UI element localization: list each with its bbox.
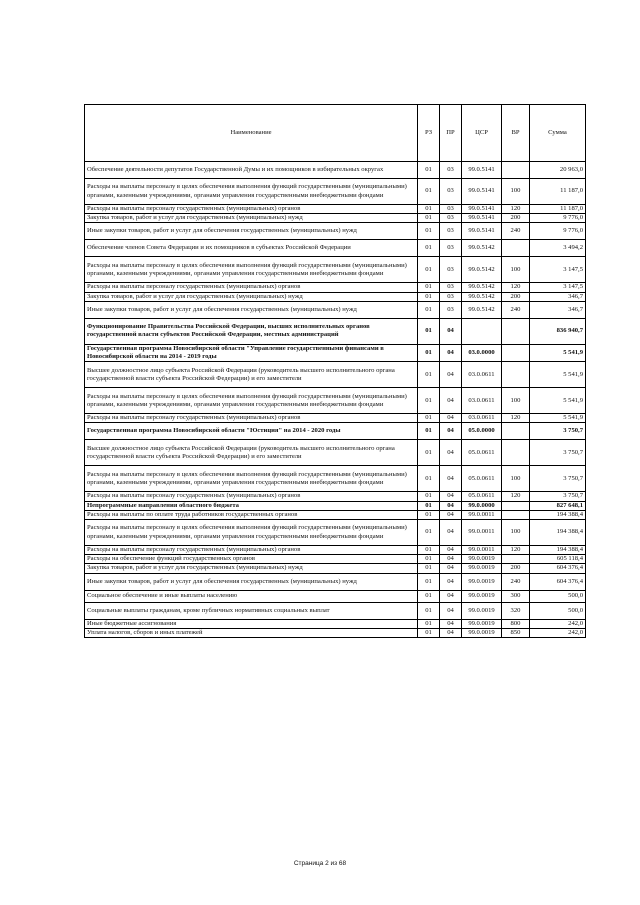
row-csr-cell: 05.0.0611 bbox=[462, 440, 502, 466]
row-sum-cell: 3 750,7 bbox=[530, 440, 586, 466]
row-name-cell: Обеспечение членов Совета Федерации и их помощников в субъектах Российской Федерации bbox=[85, 240, 418, 257]
row-vr-cell: 100 bbox=[502, 466, 530, 492]
table-row bbox=[85, 240, 586, 257]
row-pr-cell: 04 bbox=[440, 388, 462, 414]
column-header-name: Наименование bbox=[85, 105, 418, 162]
row-name-cell: Высшее должностное лицо субъекта Российской Федерации (руководитель высшего исполнительного органа государственной власти субъекта Российской Федерации) и его заместители bbox=[85, 362, 418, 388]
table-row bbox=[85, 214, 586, 223]
row-vr-cell: 300 bbox=[502, 590, 530, 602]
row-name-cell: Непрограммные направления областного бюджета bbox=[85, 501, 418, 510]
column-header-vr: ВР bbox=[502, 105, 530, 162]
row-name-cell: Социальное обеспечение и иные выплаты населению bbox=[85, 590, 418, 602]
row-csr-cell: 99.0.0019 bbox=[462, 602, 502, 619]
row-vr-cell: 800 bbox=[502, 619, 530, 628]
row-name-cell: Иные закупки товаров, работ и услуг для обеспечения государственных (муниципальных) нужд bbox=[85, 573, 418, 590]
row-sum-cell: 242,0 bbox=[530, 628, 586, 637]
row-vr-cell bbox=[502, 440, 530, 466]
row-rz-cell: 01 bbox=[418, 423, 440, 440]
row-sum-cell: 500,0 bbox=[530, 590, 586, 602]
row-vr-cell: 240 bbox=[502, 573, 530, 590]
row-sum-cell: 194 388,4 bbox=[530, 510, 586, 519]
row-vr-cell bbox=[502, 318, 530, 344]
row-name-cell: Иные закупки товаров, работ и услуг для обеспечения государственных (муниципальных) нужд bbox=[85, 223, 418, 240]
row-csr-cell: 99.0.0019 bbox=[462, 619, 502, 628]
table-row bbox=[85, 501, 586, 510]
table-row bbox=[85, 362, 586, 388]
row-rz-cell: 01 bbox=[418, 292, 440, 301]
row-sum-cell: 5 541,9 bbox=[530, 362, 586, 388]
row-sum-cell: 3 147,5 bbox=[530, 283, 586, 292]
row-sum-cell: 3 147,5 bbox=[530, 257, 586, 283]
row-rz-cell: 01 bbox=[418, 590, 440, 602]
row-rz-cell: 01 bbox=[418, 240, 440, 257]
row-sum-cell: 20 963,0 bbox=[530, 162, 586, 179]
column-header-pr: ПР bbox=[440, 105, 462, 162]
row-name-cell: Расходы на обеспечение функций государственных органов bbox=[85, 555, 418, 564]
row-vr-cell: 320 bbox=[502, 602, 530, 619]
row-rz-cell: 01 bbox=[418, 283, 440, 292]
row-rz-cell: 01 bbox=[418, 619, 440, 628]
row-sum-cell: 346,7 bbox=[530, 292, 586, 301]
row-rz-cell: 01 bbox=[418, 318, 440, 344]
table-row bbox=[85, 466, 586, 492]
row-csr-cell: 99.0.0011 bbox=[462, 520, 502, 546]
row-vr-cell: 120 bbox=[502, 283, 530, 292]
row-name-cell: Расходы на выплаты персоналу государственных (муниципальных) органов bbox=[85, 546, 418, 555]
row-pr-cell: 03 bbox=[440, 283, 462, 292]
row-name-cell: Обеспечение деятельности депутатов Государственной Думы и их помощников в избирательных округах bbox=[85, 162, 418, 179]
row-rz-cell: 01 bbox=[418, 214, 440, 223]
row-name-cell: Иные бюджетные ассигнования bbox=[85, 619, 418, 628]
row-rz-cell: 01 bbox=[418, 223, 440, 240]
row-csr-cell: 03.0.0611 bbox=[462, 362, 502, 388]
row-pr-cell: 04 bbox=[440, 501, 462, 510]
row-pr-cell: 04 bbox=[440, 423, 462, 440]
table-row bbox=[85, 492, 586, 501]
row-pr-cell: 03 bbox=[440, 223, 462, 240]
table-row bbox=[85, 344, 586, 361]
row-csr-cell: 99.0.5142 bbox=[462, 240, 502, 257]
row-sum-cell: 9 776,0 bbox=[530, 223, 586, 240]
row-name-cell: Расходы на выплаты персоналу в целях обеспечения выполнения функций государственными (муниципальными) органами, казенными учреждениями, органами управления государственными внебюджетными фондами bbox=[85, 257, 418, 283]
row-sum-cell: 3 750,7 bbox=[530, 466, 586, 492]
row-sum-cell: 346,7 bbox=[530, 301, 586, 318]
row-vr-cell bbox=[502, 555, 530, 564]
table-row bbox=[85, 257, 586, 283]
row-pr-cell: 03 bbox=[440, 292, 462, 301]
row-vr-cell bbox=[502, 423, 530, 440]
table-row bbox=[85, 555, 586, 564]
budget-table bbox=[84, 104, 586, 638]
table-row bbox=[85, 162, 586, 179]
row-pr-cell: 04 bbox=[440, 564, 462, 573]
row-csr-cell: 99.0.0019 bbox=[462, 555, 502, 564]
row-vr-cell: 100 bbox=[502, 388, 530, 414]
row-rz-cell: 01 bbox=[418, 205, 440, 214]
row-name-cell: Закупка товаров, работ и услуг для государственных (муниципальных) нужд bbox=[85, 292, 418, 301]
row-vr-cell bbox=[502, 344, 530, 361]
row-sum-cell: 827 648,1 bbox=[530, 501, 586, 510]
row-name-cell: Расходы на выплаты персоналу государственных (муниципальных) органов bbox=[85, 414, 418, 423]
row-vr-cell: 240 bbox=[502, 301, 530, 318]
row-rz-cell: 01 bbox=[418, 564, 440, 573]
row-name-cell: Иные закупки товаров, работ и услуг для обеспечения государственных (муниципальных) нужд bbox=[85, 301, 418, 318]
row-pr-cell: 04 bbox=[440, 628, 462, 637]
row-rz-cell: 01 bbox=[418, 492, 440, 501]
row-name-cell: Расходы на выплаты по оплате труда работников государственных органов bbox=[85, 510, 418, 519]
row-sum-cell: 11 187,0 bbox=[530, 179, 586, 205]
row-name-cell: Расходы на выплаты персоналу в целях обеспечения выполнения функций государственными (муниципальными) органами, казенными учреждениями, органами управления государственными внебюджетными фондами bbox=[85, 520, 418, 546]
row-vr-cell bbox=[502, 501, 530, 510]
row-sum-cell: 11 187,0 bbox=[530, 205, 586, 214]
row-csr-cell: 99.0.5142 bbox=[462, 292, 502, 301]
row-csr-cell: 99.0.5142 bbox=[462, 283, 502, 292]
row-vr-cell bbox=[502, 510, 530, 519]
row-rz-cell: 01 bbox=[418, 501, 440, 510]
row-sum-cell: 3 750,7 bbox=[530, 423, 586, 440]
row-rz-cell: 01 bbox=[418, 162, 440, 179]
row-vr-cell: 120 bbox=[502, 546, 530, 555]
row-csr-cell: 03.0.0611 bbox=[462, 414, 502, 423]
table-row bbox=[85, 179, 586, 205]
row-pr-cell: 04 bbox=[440, 414, 462, 423]
row-name-cell: Расходы на выплаты персоналу государственных (муниципальных) органов bbox=[85, 205, 418, 214]
row-vr-cell bbox=[502, 362, 530, 388]
row-pr-cell: 04 bbox=[440, 492, 462, 501]
row-rz-cell: 01 bbox=[418, 362, 440, 388]
row-vr-cell: 200 bbox=[502, 214, 530, 223]
row-vr-cell bbox=[502, 162, 530, 179]
row-name-cell: Высшее должностное лицо субъекта Российской Федерации (руководитель высшего исполнительного органа государственной власти субъекта Российской Федерации) и его заместители bbox=[85, 440, 418, 466]
row-pr-cell: 04 bbox=[440, 546, 462, 555]
page-number: Страница 2 из 68 bbox=[293, 860, 347, 867]
row-sum-cell: 3 750,7 bbox=[530, 492, 586, 501]
row-csr-cell: 05.0.0611 bbox=[462, 466, 502, 492]
row-vr-cell: 240 bbox=[502, 223, 530, 240]
row-rz-cell: 01 bbox=[418, 628, 440, 637]
table-row bbox=[85, 318, 586, 344]
row-csr-cell: 03.0.0000 bbox=[462, 344, 502, 361]
row-sum-cell: 5 541,9 bbox=[530, 344, 586, 361]
row-name-cell: Уплата налогов, сборов и иных платежей bbox=[85, 628, 418, 637]
row-sum-cell: 604 376,4 bbox=[530, 573, 586, 590]
table-row bbox=[85, 283, 586, 292]
row-csr-cell: 99.0.5141 bbox=[462, 223, 502, 240]
row-pr-cell: 04 bbox=[440, 362, 462, 388]
row-pr-cell: 03 bbox=[440, 162, 462, 179]
row-pr-cell: 04 bbox=[440, 318, 462, 344]
row-rz-cell: 01 bbox=[418, 440, 440, 466]
table-row bbox=[85, 388, 586, 414]
row-csr-cell: 99.0.0019 bbox=[462, 564, 502, 573]
column-header-csr: ЦСР bbox=[462, 105, 502, 162]
row-rz-cell: 01 bbox=[418, 179, 440, 205]
table-body bbox=[85, 162, 586, 638]
table-row bbox=[85, 440, 586, 466]
row-name-cell: Функционирование Правительства Российской Федерации, высших исполнительных органов государственной власти субъектов Российской Федерации, местных администраций bbox=[85, 318, 418, 344]
row-name-cell: Расходы на выплаты персоналу государственных (муниципальных) органов bbox=[85, 492, 418, 501]
table-row bbox=[85, 628, 586, 637]
row-csr-cell: 99.0.5142 bbox=[462, 301, 502, 318]
row-sum-cell: 605 118,4 bbox=[530, 555, 586, 564]
table-row bbox=[85, 573, 586, 590]
table-row bbox=[85, 292, 586, 301]
row-rz-cell: 01 bbox=[418, 555, 440, 564]
row-pr-cell: 04 bbox=[440, 344, 462, 361]
row-csr-cell: 99.0.0011 bbox=[462, 510, 502, 519]
row-sum-cell: 836 940,7 bbox=[530, 318, 586, 344]
table-row bbox=[85, 590, 586, 602]
row-rz-cell: 01 bbox=[418, 414, 440, 423]
row-pr-cell: 03 bbox=[440, 205, 462, 214]
row-csr-cell: 99.0.5141 bbox=[462, 162, 502, 179]
row-vr-cell: 200 bbox=[502, 292, 530, 301]
row-vr-cell: 100 bbox=[502, 179, 530, 205]
row-name-cell: Государственная программа Новосибирской области "Юстиция" на 2014 - 2020 годы bbox=[85, 423, 418, 440]
row-sum-cell: 3 494,2 bbox=[530, 240, 586, 257]
row-sum-cell: 5 541,9 bbox=[530, 388, 586, 414]
table-row bbox=[85, 602, 586, 619]
row-vr-cell: 120 bbox=[502, 492, 530, 501]
row-pr-cell: 04 bbox=[440, 573, 462, 590]
row-rz-cell: 01 bbox=[418, 301, 440, 318]
row-csr-cell bbox=[462, 318, 502, 344]
row-csr-cell: 99.0.5141 bbox=[462, 214, 502, 223]
row-sum-cell: 194 388,4 bbox=[530, 520, 586, 546]
row-pr-cell: 04 bbox=[440, 520, 462, 546]
row-pr-cell: 04 bbox=[440, 440, 462, 466]
row-name-cell: Закупка товаров, работ и услуг для государственных (муниципальных) нужд bbox=[85, 564, 418, 573]
column-header-sum: Сумма bbox=[530, 105, 586, 162]
table-row bbox=[85, 223, 586, 240]
table-row bbox=[85, 205, 586, 214]
row-csr-cell: 99.0.0000 bbox=[462, 501, 502, 510]
row-sum-cell: 604 376,4 bbox=[530, 564, 586, 573]
row-name-cell: Государственная программа Новосибирской области "Управление государственными финансами в Новосибирской области на 2014 - 2019 годы bbox=[85, 344, 418, 361]
row-sum-cell: 194 388,4 bbox=[530, 546, 586, 555]
row-rz-cell: 01 bbox=[418, 388, 440, 414]
row-rz-cell: 01 bbox=[418, 344, 440, 361]
row-pr-cell: 03 bbox=[440, 214, 462, 223]
table-row bbox=[85, 510, 586, 519]
row-csr-cell: 99.0.0011 bbox=[462, 546, 502, 555]
row-rz-cell: 01 bbox=[418, 510, 440, 519]
row-pr-cell: 04 bbox=[440, 590, 462, 602]
row-pr-cell: 04 bbox=[440, 510, 462, 519]
row-rz-cell: 01 bbox=[418, 466, 440, 492]
row-rz-cell: 01 bbox=[418, 602, 440, 619]
row-vr-cell: 100 bbox=[502, 257, 530, 283]
row-name-cell: Социальные выплаты гражданам, кроме публичных нормативных социальных выплат bbox=[85, 602, 418, 619]
row-name-cell: Расходы на выплаты персоналу в целях обеспечения выполнения функций государственными (муниципальными) органами, казенными учреждениями, органами управления государственными внебюджетными фондами bbox=[85, 179, 418, 205]
row-sum-cell: 500,0 bbox=[530, 602, 586, 619]
row-pr-cell: 04 bbox=[440, 619, 462, 628]
table-row bbox=[85, 414, 586, 423]
row-csr-cell: 05.0.0000 bbox=[462, 423, 502, 440]
table-row bbox=[85, 564, 586, 573]
table-row bbox=[85, 546, 586, 555]
row-csr-cell: 99.0.5141 bbox=[462, 179, 502, 205]
row-sum-cell: 9 776,0 bbox=[530, 214, 586, 223]
row-vr-cell: 120 bbox=[502, 414, 530, 423]
row-pr-cell: 04 bbox=[440, 602, 462, 619]
row-vr-cell: 100 bbox=[502, 520, 530, 546]
row-csr-cell: 99.0.0019 bbox=[462, 628, 502, 637]
row-pr-cell: 03 bbox=[440, 301, 462, 318]
table-row bbox=[85, 520, 586, 546]
row-csr-cell: 99.0.5141 bbox=[462, 205, 502, 214]
row-vr-cell: 850 bbox=[502, 628, 530, 637]
row-rz-cell: 01 bbox=[418, 546, 440, 555]
row-csr-cell: 05.0.0611 bbox=[462, 492, 502, 501]
row-sum-cell: 5 541,9 bbox=[530, 414, 586, 423]
row-name-cell: Расходы на выплаты персоналу в целях обеспечения выполнения функций государственными (муниципальными) органами, казенными учреждениями, органами управления государственными внебюджетными фондами bbox=[85, 388, 418, 414]
row-vr-cell: 200 bbox=[502, 564, 530, 573]
row-csr-cell: 03.0.0611 bbox=[462, 388, 502, 414]
row-csr-cell: 99.0.0019 bbox=[462, 590, 502, 602]
row-rz-cell: 01 bbox=[418, 573, 440, 590]
row-pr-cell: 04 bbox=[440, 555, 462, 564]
table-header-row bbox=[85, 105, 586, 162]
row-pr-cell: 04 bbox=[440, 466, 462, 492]
row-name-cell: Расходы на выплаты персоналу в целях обеспечения выполнения функций государственными (муниципальными) органами, казенными учреждениями, органами управления государственными внебюджетными фондами bbox=[85, 466, 418, 492]
column-header-rz: РЗ bbox=[418, 105, 440, 162]
table-row bbox=[85, 301, 586, 318]
row-csr-cell: 99.0.0019 bbox=[462, 573, 502, 590]
row-pr-cell: 03 bbox=[440, 257, 462, 283]
table-row bbox=[85, 619, 586, 628]
row-rz-cell: 01 bbox=[418, 520, 440, 546]
row-vr-cell: 120 bbox=[502, 205, 530, 214]
row-pr-cell: 03 bbox=[440, 240, 462, 257]
row-name-cell: Закупка товаров, работ и услуг для государственных (муниципальных) нужд bbox=[85, 214, 418, 223]
row-vr-cell bbox=[502, 240, 530, 257]
row-rz-cell: 01 bbox=[418, 257, 440, 283]
row-pr-cell: 03 bbox=[440, 179, 462, 205]
row-name-cell: Расходы на выплаты персоналу государственных (муниципальных) органов bbox=[85, 283, 418, 292]
row-csr-cell: 99.0.5142 bbox=[462, 257, 502, 283]
row-sum-cell: 242,0 bbox=[530, 619, 586, 628]
table-row bbox=[85, 423, 586, 440]
